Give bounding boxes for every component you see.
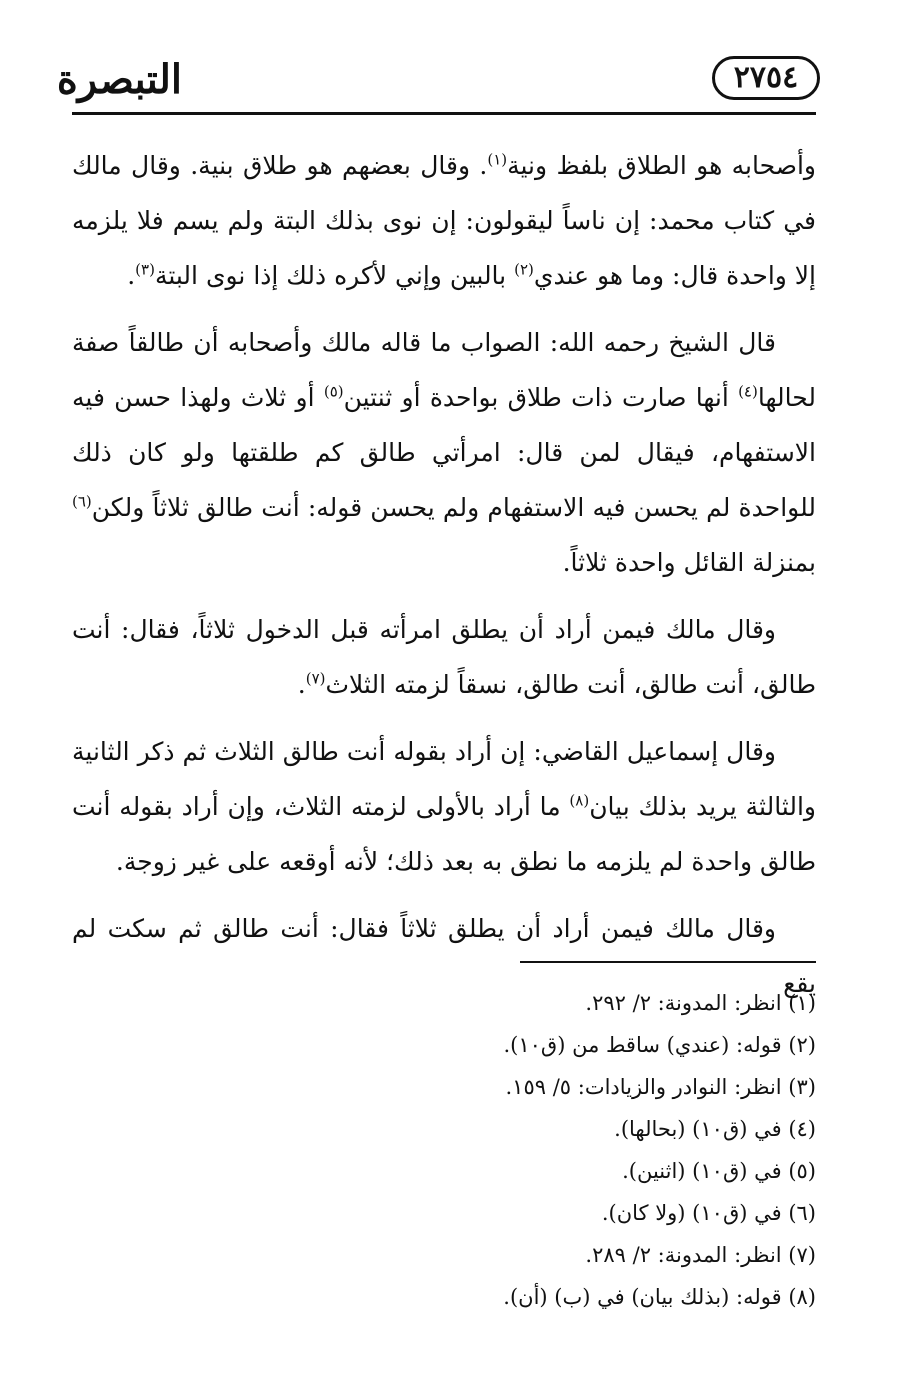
footnote-1: (١) انظر: المدونة: ٢/ ٢٩٢. [585, 991, 816, 1015]
footnote-2: (٢) قوله: (عندي) ساقط من (ق١٠). [503, 1033, 816, 1057]
paragraph-3 [72, 602, 816, 712]
footnote-ref-1: (١) [487, 150, 508, 169]
book-title: التبصرة [56, 56, 182, 103]
paragraph-2-part-c: أو ثلاث ولهذا حسن فيه الاستفهام، فيقال لمن قال: امرأتي طالق كم طلقتها ولو كان ذلك للواحدة لم يحسن فيه الاستفهام ولم يحسن قوله: أنت طالق ثلاثاً ولكن [72, 383, 816, 522]
header-divider [72, 112, 816, 115]
paragraph-4-part-b: ما أراد بالأولى لزمته الثلاث، وإن أراد بقوله أنت طالق واحدة لم يلزمه ما نطق به بعد ذلك؛ لأنه أوقعه على غير زوجة. [72, 792, 816, 876]
footnote-divider [520, 961, 816, 963]
paragraph-2 [72, 315, 816, 590]
footnotes [72, 982, 816, 1318]
main-text [72, 138, 816, 1023]
paragraph-1-part-b: . وقال بعضهم هو طلاق بنية. وقال مالك في كتاب محمد: إن ناساً ليقولون: إن نوى بذلك البتة ولم يسم فلا يلزمه إلا واحدة قال: وما هو عندي [72, 151, 816, 290]
paragraph-4-part-a: وقال إسماعيل القاضي: إن أراد بقوله أنت طالق الثلاث ثم ذكر الثانية والثالثة يريد بذلك بيان [72, 737, 816, 821]
paragraph-2-part-d: بمنزلة القائل واحدة ثلاثاً. [562, 548, 816, 577]
page-number: ٢٧٥٤ [712, 56, 820, 100]
paragraph-2-part-b: أنها صارت ذات طلاق بواحدة أو ثنتين [343, 383, 739, 412]
footnote-ref-7: (٧) [305, 669, 326, 688]
paragraph-2-part-a: قال الشيخ رحمه الله: الصواب ما قاله مالك وأصحابه أن طالقاً صفة لحالها [72, 328, 816, 412]
paragraph-3-part-a: وقال مالك فيمن أراد أن يطلق امرأته قبل الدخول ثلاثاً، فقال: أنت طالق، أنت طالق، أنت طالق، نسقاً لزمته الثلاث [72, 615, 816, 699]
paragraph-3-part-b: . [297, 670, 306, 699]
footnote-ref-4: (٤) [738, 382, 758, 401]
footnote-6: (٦) في (ق١٠) (ولا كان). [601, 1201, 816, 1225]
paragraph-1 [72, 138, 816, 303]
paragraph-1-part-d: . [127, 261, 136, 290]
footnote-4: (٤) في (ق١٠) (بحالها). [614, 1117, 816, 1141]
footnote-5: (٥) في (ق١٠) (اثنين). [622, 1159, 816, 1183]
paragraph-5: وقال مالك فيمن أراد أن يطلق ثلاثاً فقال: أنت طالق ثم سكت لم يقع [72, 914, 816, 998]
footnote-3: (٣) انظر: النوادر والزيادات: ٥/ ١٥٩. [505, 1075, 816, 1099]
paragraph-1-part-c: بالبين وإني لأكره ذلك إذا نوى البتة [154, 261, 515, 290]
footnote-7: (٧) انظر: المدونة: ٢/ ٢٨٩. [585, 1243, 816, 1267]
footnote-ref-5: (٥) [323, 382, 344, 401]
paragraph-4 [72, 724, 816, 889]
footnote-ref-2: (٢) [514, 260, 534, 279]
paragraph-1-part-a: وأصحابه هو الطلاق بلفظ ونية [507, 151, 816, 180]
footnote-8: (٨) قوله: (بذلك بيان) في (ب) (أن). [503, 1285, 816, 1309]
footnote-ref-8: (٨) [569, 791, 590, 810]
footnote-ref-3: (٣) [135, 260, 155, 279]
footnote-ref-6: (٦) [72, 492, 92, 511]
